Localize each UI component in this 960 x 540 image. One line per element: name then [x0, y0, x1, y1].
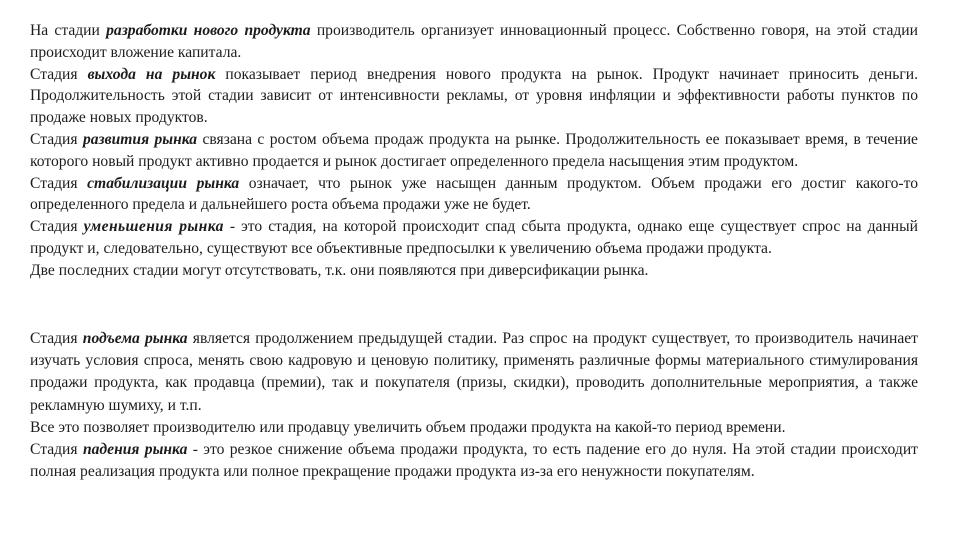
paragraph-body: показывает период внедрения нового продукта на рынок. Продукт начинает приносить деньги. Продолжительность этой стадии зависит от интенсивности рекламы, от уровня инфляции и эффективности работы пунктов по продаже новых продуктов. — [30, 65, 918, 127]
paragraph-market-stabilization-stage — [30, 173, 918, 217]
term-market-entry: выхода на рынок — [87, 65, 216, 83]
paragraph-lead: Стадия — [30, 330, 83, 347]
paragraph-body: является продолжением предыдущей стадии. Раз спрос на продукт существует, то производитель начинает изучать условия спроса, менять свою кадровую и ценовую политику, применять различные формы материального стимулирования продажи продукта, как продавца (премии), так и покупателя (призы, скидки), проводить дополнительные мероприятия, а также рекламную шумиху, и т.п. — [30, 330, 918, 414]
paragraph-body: означает, что рынок уже насыщен данным продуктом. Объем продажи его достиг какого-то определенного предела и дальнейшего роста объема продажи уже не будет. — [30, 174, 918, 214]
term-market-growth: развития рынка — [82, 130, 198, 148]
paragraph-lead: Стадия — [30, 130, 83, 148]
term-market-decrease: уменьшения рынка — [83, 218, 224, 236]
paragraph-lead: Стадия — [30, 441, 83, 459]
term-market-rise: подъема рынка — [82, 330, 188, 347]
text-block-bottom — [30, 328, 918, 483]
paragraph-lead: На стадии — [30, 22, 107, 39]
text-block-top — [30, 20, 918, 282]
paragraph-market-entry-stage — [30, 64, 918, 129]
paragraph-market-rise-stage — [30, 328, 918, 417]
term-market-decline: падения рынка — [82, 441, 188, 459]
paragraph-body: - это резкое снижение объема продажи продукта, то есть падение его до нуля. На этой стадии происходит полная реализация продукта или полное прекращение продажи продукта из-за его ненужности покупателям. — [30, 441, 918, 481]
paragraph-body: производитель организует инновационный процесс. Собственно говоря, на этой стадии происходит вложение капитала. — [30, 22, 918, 61]
term-development: разработки нового продукта — [106, 22, 311, 39]
paragraph-market-decline-stage — [30, 439, 918, 483]
paragraph-lead: Стадия — [30, 174, 88, 192]
paragraph-market-growth-stage — [30, 129, 918, 173]
paragraph-market-decrease-stage — [30, 216, 918, 260]
paragraph-optional-stages-note: Две последних стадии могут отсутствовать, т.к. они появляются при диверсификации рынка. — [30, 261, 649, 279]
paragraph-lead: Стадия — [30, 218, 84, 236]
term-market-stabilization: стабилизации рынка — [87, 174, 240, 192]
paragraph-body: - это стадия, на которой происходит спад сбыта продукта, однако еще существует спрос на данный продукт и, следовательно, существуют все объективные предпосылки к увеличению объема продажи продукта. — [30, 218, 918, 257]
paragraph-body: связана с ростом объема продаж продукта на рынке. Продолжительность ее показывает время, в течение которого новый продукт активно продается и рынок достигает определенного предела насыщения этим продуктом. — [30, 130, 918, 170]
paragraph-lead: Стадия — [30, 65, 88, 83]
paragraph-sales-increase-note: Все это позволяет производителю или продавцу увеличить объем продажи продукта на какой-то период времени. — [30, 418, 786, 436]
paragraph-development-stage — [30, 20, 918, 64]
